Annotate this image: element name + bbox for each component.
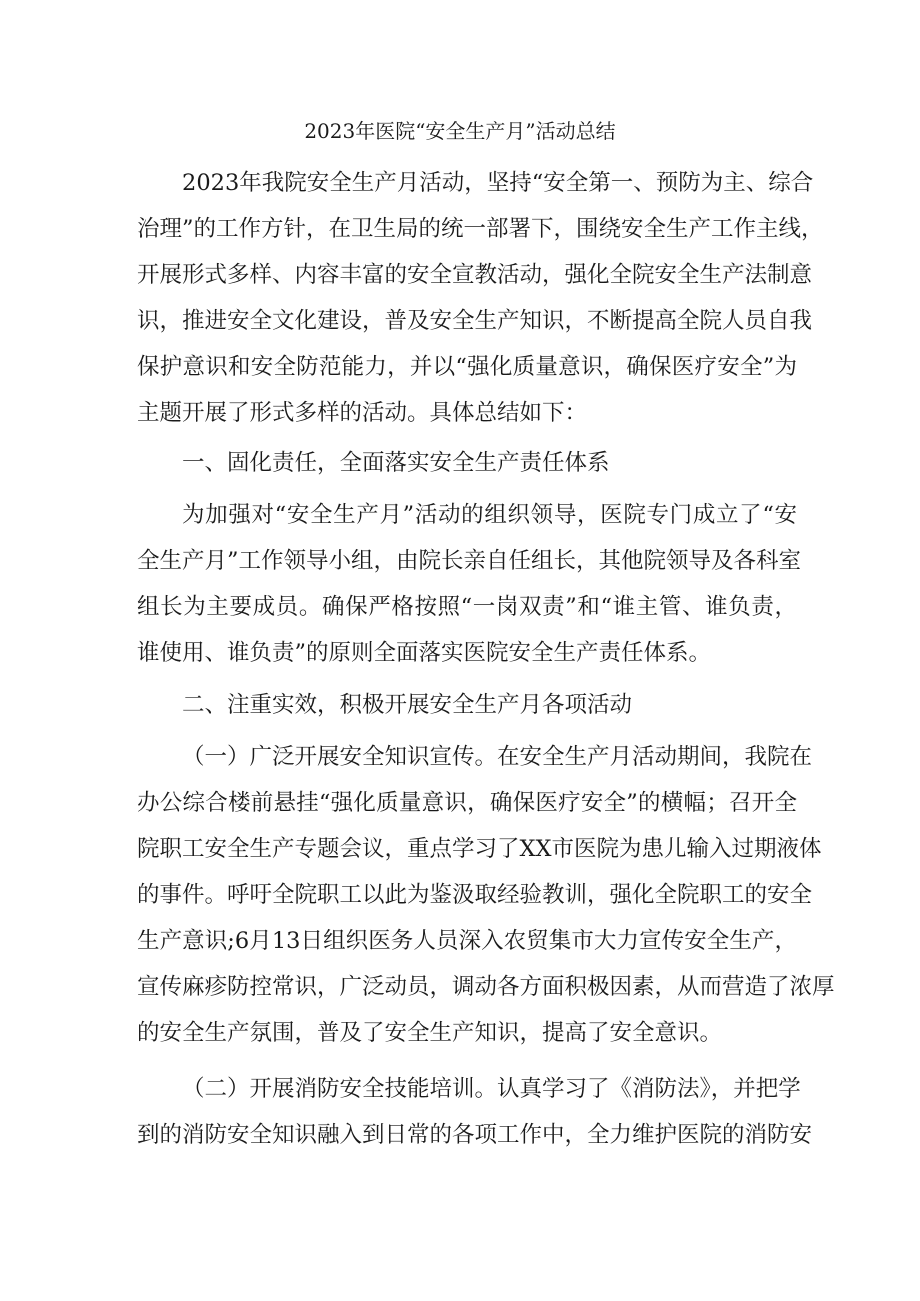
paragraph-line: 全生产月”工作领导小组，由院长亲自任组长，其他院领导及各科室 bbox=[137, 548, 802, 574]
paragraph-line: 办公综合楼前悬挂“强化质量意识，确保医疗安全”的横幅；召开全 bbox=[137, 790, 797, 816]
document-title: 2023年医院“安全生产月”活动总结 bbox=[304, 119, 616, 143]
paragraph-line: 的事件。呼吁全院职工以此为鉴汲取经验教训，强化全院职工的安全 bbox=[137, 882, 813, 908]
paragraph-line: 治理”的工作方针，在卫生局的统一部署下，围绕安全生产工作主线， bbox=[137, 216, 824, 242]
paragraph-line: 到的消防安全知识融入到日常的各项工作中，全力维护医院的消防安 bbox=[137, 1122, 813, 1148]
paragraph-line: （二）开展消防安全技能培训。认真学习了《消防法》，并把学 bbox=[182, 1076, 801, 1102]
paragraph-line: 开展形式多样、内容丰富的安全宣教活动，强化全院安全生产法制意 bbox=[137, 262, 813, 288]
paragraph-line: 组长为主要成员。确保严格按照“一岗双责”和“谁主管、谁负责， bbox=[137, 594, 797, 620]
paragraph-line: 保护意识和安全防范能力，并以“强化质量意识，确保医疗安全”为 bbox=[137, 354, 797, 380]
paragraph-line: 的安全生产氛围，普及了安全生产知识，提高了安全意识。 bbox=[137, 1020, 723, 1046]
paragraph-line: 院职工安全生产专题会议，重点学习了XX市医院为患儿输入过期液体 bbox=[137, 836, 822, 862]
paragraph-line: 识，推进安全文化建设，普及安全生产知识，不断提高全院人员自我 bbox=[137, 308, 813, 334]
paragraph-line: 2023年我院安全生产月活动，坚持“安全第一、预防为主、综合 bbox=[182, 170, 814, 196]
section-heading: 二、注重实效，积极开展安全生产月各项活动 bbox=[182, 692, 633, 718]
paragraph-line: 主题开展了形式多样的活动。具体总结如下： bbox=[137, 400, 588, 426]
paragraph-line: 谁使用、谁负责”的原则全面落实医院安全生产责任体系。 bbox=[137, 640, 712, 666]
paragraph-line: 宣传麻疹防控常识，广泛动员，调动各方面积极因素，从而营造了浓厚 bbox=[137, 974, 835, 1000]
section-heading: 一、固化责任，全面落实安全生产责任体系 bbox=[182, 450, 610, 476]
paragraph-line: （一）广泛开展安全知识宣传。在安全生产月活动期间，我院在 bbox=[182, 744, 813, 770]
paragraph-line: 为加强对“安全生产月”活动的组织领导，医院专门成立了“安 bbox=[182, 502, 797, 528]
paragraph-line: 生产意识;6月13日组织医务人员深入农贸集市大力宣传安全生产， bbox=[137, 928, 797, 954]
